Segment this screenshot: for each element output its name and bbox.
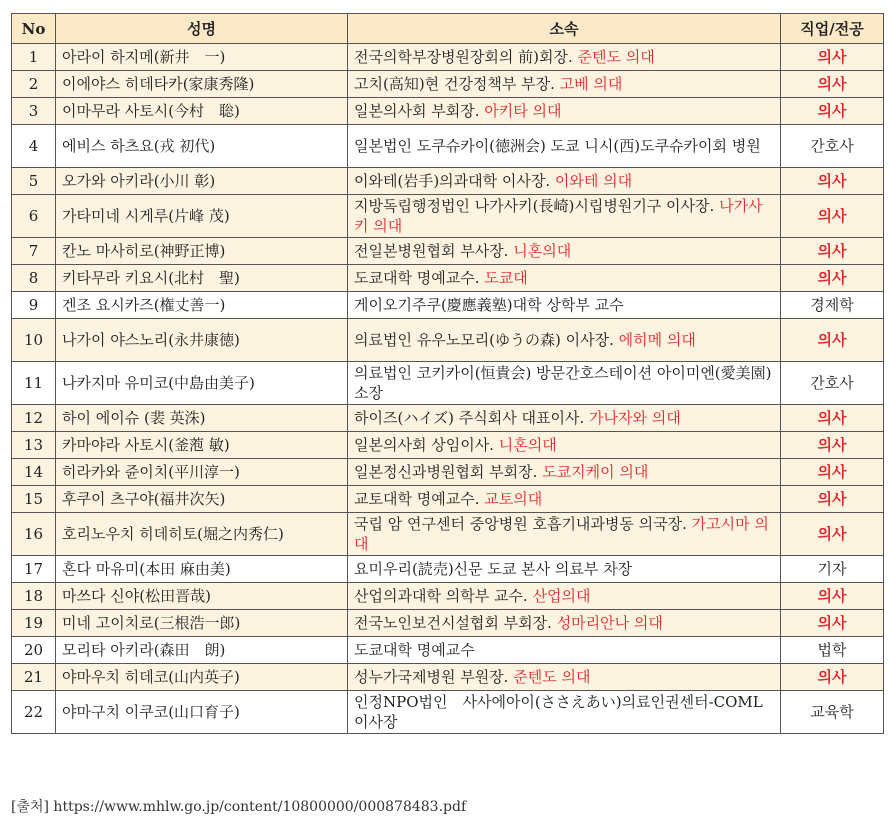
medical-school-text: 니혼의대 [513,242,572,260]
member-affiliation [348,71,781,98]
medical-school-text: 가고시마 의대 [354,515,769,553]
row-number: 22 [12,691,56,734]
table-row [12,583,884,610]
member-affiliation [348,98,781,125]
row-number: 16 [12,513,56,556]
member-name: 하이 에이슈 (裴 英洙) [56,405,348,432]
table-row [12,292,884,319]
medical-school-text: 니혼의대 [498,436,557,454]
table-row [12,432,884,459]
table-row [12,319,884,362]
member-name: 키타무라 키요시(北村 聖) [56,265,348,292]
member-occupation: 교육학 [781,691,884,734]
member-affiliation [348,583,781,610]
affiliation-text: 요미우리(読売)신문 도쿄 본사 의료부 차장 [354,560,633,578]
affiliation-text: 일본정신과병원협회 부회장. [354,463,543,481]
member-affiliation [348,691,781,734]
row-number: 21 [12,664,56,691]
affiliation-text: 산업의과대학 의학부 교수. [354,587,533,605]
medical-school-text: 도쿄지케이 의대 [542,463,649,481]
member-occupation: 의사 [781,664,884,691]
member-occupation: 간호사 [781,125,884,168]
table-row [12,637,884,664]
row-number: 20 [12,637,56,664]
table-row [12,44,884,71]
affiliation-text: 하이즈(ハイズ) 주식회사 대표이사. [354,409,590,427]
affiliation-text: 교토대학 명예교수. [354,490,485,508]
member-affiliation [348,486,781,513]
member-occupation: 의사 [781,405,884,432]
member-name: 오가와 아키라(小川 彰) [56,168,348,195]
affiliation-text: 전국노인보건시설협회 부회장. [354,614,557,632]
affiliation-text: 게이오기주쿠(慶應義塾)대학 상학부 교수 [354,296,624,314]
member-occupation: 의사 [781,513,884,556]
medical-school-text: 준텐도 의대 [513,668,591,686]
member-name: 가타미네 시게루(片峰 茂) [56,195,348,238]
row-number: 3 [12,98,56,125]
header-affiliation: 소속 [348,14,781,44]
affiliation-text: 일본의사회 부회장. [354,102,485,120]
member-affiliation [348,125,781,168]
medical-school-text: 산업의대 [532,587,591,605]
row-number: 13 [12,432,56,459]
affiliation-text: 지방독립행정법인 나가사키(長崎)시립병원기구 이사장. [354,197,720,215]
affiliation-text: 이와테(岩手)의과대학 이사장. [354,172,555,190]
member-affiliation [348,405,781,432]
member-name: 혼다 마유미(本田 麻由美) [56,556,348,583]
affiliation-text: 도쿄대학 명예교수. [354,269,485,287]
member-occupation: 의사 [781,486,884,513]
affiliation-text: 고치(高知)현 건강정책부 부장. [354,75,560,93]
row-number: 1 [12,44,56,71]
member-occupation: 의사 [781,71,884,98]
header-no: No [12,14,56,44]
member-affiliation [348,513,781,556]
row-number: 14 [12,459,56,486]
member-name: 후쿠이 츠구야(福井次矢) [56,486,348,513]
row-number: 9 [12,292,56,319]
row-number: 15 [12,486,56,513]
medical-school-text: 에히메 의대 [618,331,696,349]
member-affiliation [348,459,781,486]
table-row [12,610,884,637]
member-affiliation [348,292,781,319]
row-number: 8 [12,265,56,292]
table-row [12,691,884,734]
table-row [12,664,884,691]
table-body [12,44,884,734]
member-occupation: 의사 [781,98,884,125]
affiliation-text: 일본의사회 상임이사. [354,436,499,454]
member-affiliation [348,319,781,362]
member-occupation: 기자 [781,556,884,583]
medical-school-text: 가나자와 의대 [589,409,681,427]
table-row [12,238,884,265]
member-affiliation [348,556,781,583]
row-number: 2 [12,71,56,98]
table-row [12,556,884,583]
member-affiliation [348,637,781,664]
member-name: 나가이 야스노리(永井康徳) [56,319,348,362]
table-row [12,168,884,195]
medical-school-text: 아키타 의대 [484,102,562,120]
member-name: 모리타 아키라(森田 朗) [56,637,348,664]
member-occupation: 의사 [781,610,884,637]
medical-school-text: 도쿄대 [484,269,528,287]
member-name: 겐조 요시카즈(権丈善一) [56,292,348,319]
table-row [12,513,884,556]
member-affiliation [348,265,781,292]
member-name: 미네 고이치로(三根浩一郎) [56,610,348,637]
row-number: 10 [12,319,56,362]
member-name: 칸노 마사히로(神野正博) [56,238,348,265]
committee-member-table [11,13,884,734]
affiliation-text: 의료법인 코키카이(恒貴会) 방문간호스테이션 아이미엔(愛美園)소장 [354,364,772,402]
affiliation-text: 국립 암 연구센터 중앙병원 호흡기내과병동 의국장. [354,515,692,533]
member-name: 이마무라 사토시(今村 聡) [56,98,348,125]
row-number: 7 [12,238,56,265]
affiliation-text: 의료법인 유우노모리(ゆうの森) 이사장. [354,331,619,349]
source-citation: [출처] https://www.mhlw.go.jp/content/10800000/000878483.pdf [11,799,467,815]
table-header-row [12,14,884,44]
medical-school-text: 준텐도 의대 [577,48,655,66]
row-number: 12 [12,405,56,432]
member-name: 아라이 하지메(新井 一) [56,44,348,71]
member-affiliation [348,432,781,459]
medical-school-text: 교토의대 [484,490,543,508]
table-row [12,405,884,432]
member-name: 이에야스 히데타카(家康秀隆) [56,71,348,98]
member-occupation: 의사 [781,238,884,265]
affiliation-text: 인정NPO법인 사사에아이(ささえあい)의료인권센터-COML이사장 [354,693,763,731]
member-occupation: 의사 [781,432,884,459]
member-affiliation [348,238,781,265]
medical-school-text: 이와테 의대 [554,172,633,190]
member-occupation: 간호사 [781,362,884,405]
table-row [12,265,884,292]
member-occupation: 법학 [781,637,884,664]
member-affiliation [348,44,781,71]
member-name: 히라카와 쥰이치(平川淳一) [56,459,348,486]
header-occupation: 직업/전공 [781,14,884,44]
table-row [12,125,884,168]
member-affiliation [348,610,781,637]
member-occupation: 의사 [781,583,884,610]
member-occupation: 의사 [781,265,884,292]
affiliation-text: 도쿄대학 명예교수 [354,641,475,659]
member-affiliation [348,168,781,195]
row-number: 11 [12,362,56,405]
row-number: 5 [12,168,56,195]
header-name: 성명 [56,14,348,44]
medical-school-text: 성마리안나 의대 [556,614,663,632]
row-number: 18 [12,583,56,610]
affiliation-text: 성누가국제병원 부원장. [354,668,514,686]
member-occupation: 의사 [781,319,884,362]
member-name: 에비스 하츠요(戎 初代) [56,125,348,168]
table-row [12,459,884,486]
member-affiliation [348,664,781,691]
table-row [12,71,884,98]
member-occupation: 의사 [781,195,884,238]
row-number: 4 [12,125,56,168]
affiliation-text: 일본법인 도쿠슈카이(徳洲会) 도쿄 니시(西)도쿠슈카이회 병원 [354,137,761,155]
affiliation-text: 전국의학부장병원장회의 前)회장. [354,48,578,66]
medical-school-text: 고베 의대 [559,75,623,93]
member-affiliation [348,362,781,405]
member-name: 마쓰다 신야(松田晋哉) [56,583,348,610]
table-row [12,362,884,405]
member-affiliation [348,195,781,238]
member-occupation: 의사 [781,168,884,195]
member-occupation: 의사 [781,44,884,71]
member-name: 나카지마 유미코(中島由美子) [56,362,348,405]
member-occupation: 경제학 [781,292,884,319]
affiliation-text: 전일본병원협회 부사장. [354,242,514,260]
row-number: 6 [12,195,56,238]
member-name: 야마구치 이쿠코(山口育子) [56,691,348,734]
member-name: 호리노우치 히데히토(堀之内秀仁) [56,513,348,556]
table-row [12,195,884,238]
table-row [12,486,884,513]
member-name: 야마우치 히데코(山内英子) [56,664,348,691]
member-name: 카마야라 사토시(釜萢 敏) [56,432,348,459]
member-occupation: 의사 [781,459,884,486]
row-number: 17 [12,556,56,583]
table-row [12,98,884,125]
medical-school-text: 나가사키 의대 [354,197,763,235]
row-number: 19 [12,610,56,637]
